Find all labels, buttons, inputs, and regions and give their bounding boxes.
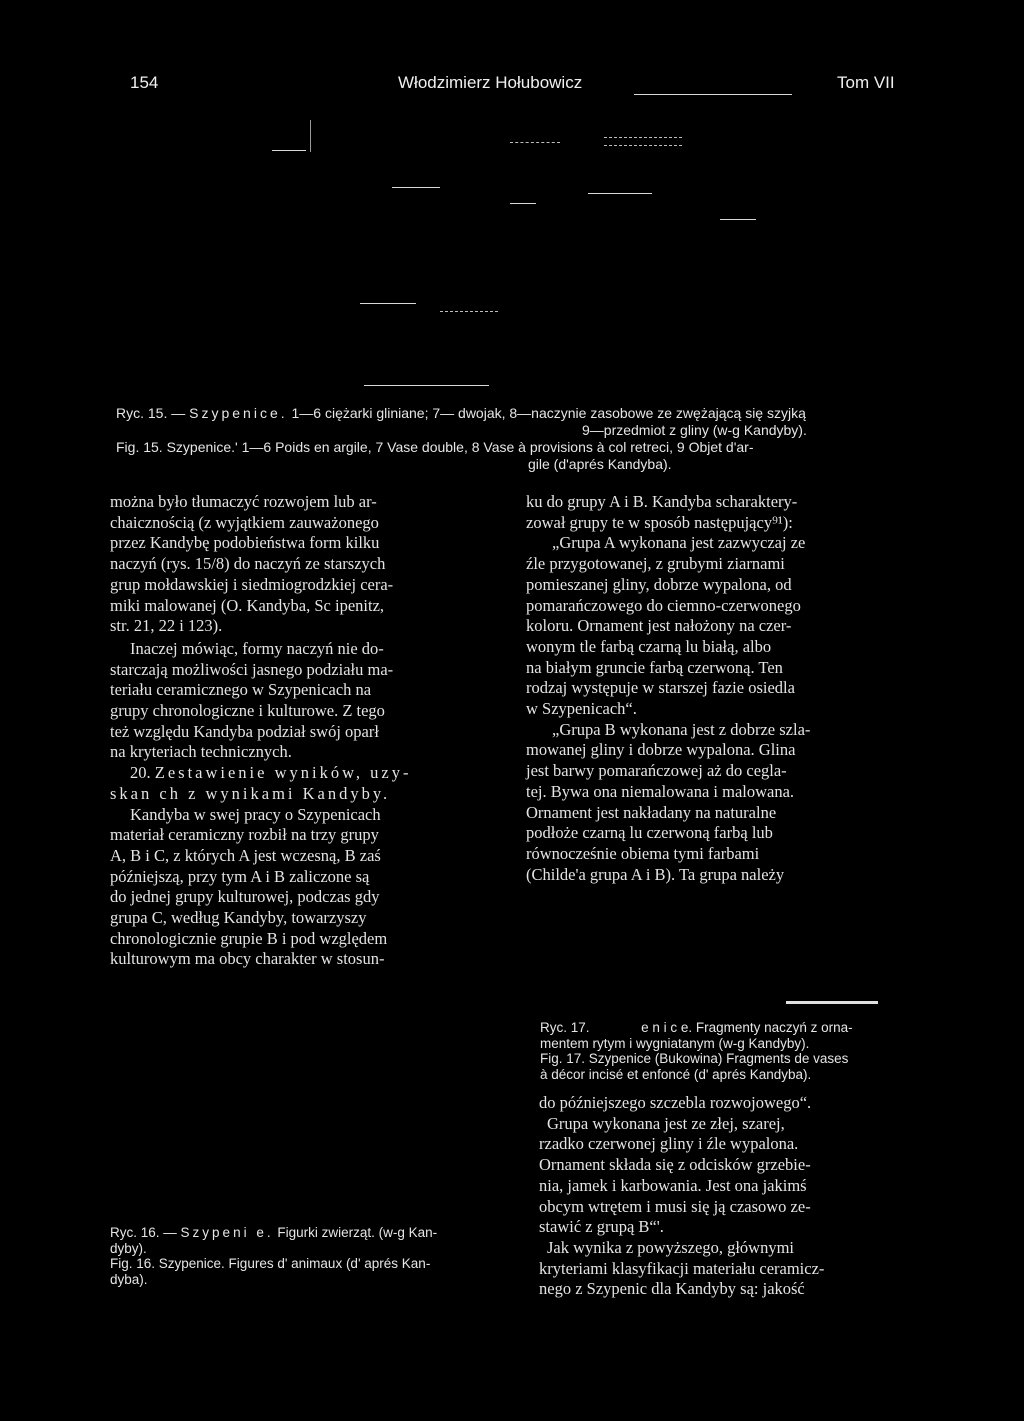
section-heading-20 xyxy=(110,763,508,804)
right-column-lower: do późniejszego szczebla rozwojowego“. Grupa wykonana jest ze złej, szarej, rzadko czerwonej gliny i źle wypalona. Ornament składa się z odcisków grzebie- nia, jamek i karbowania. Jest ona jakimś obcym wtrętem i musi się ją czasowo ze- stawić z grupą B“'. Jak wynika z powyższego, głównymi kryteriami klasyfikacji materiału ceramicz- nego z Szypenic dla Kandyby są: jakość xyxy=(539,1093,825,1299)
fig17-caption-fr-1: Fig. 17. Szypenice (Bukowina) Fragments de vases xyxy=(540,1051,849,1066)
right-para-3: „Grupa B wykonana jest z dobrze szla- mowanej gliny i dobrze wypalona. Glina jest barwy pomarańczowej aż do cegla- tej. Bywa ona niemalowana i malowana. Ornament jest nakładany na naturalne podłoże czarną lu czerwoną farbą lub równocześnie obiema tymi farbami (Childe'a grupa A i B). Ta grupa należy xyxy=(526,719,811,884)
fig16-caption-fr-1: Fig. 16. Szypenice. Figures d' animaux (d' aprés Kan- xyxy=(110,1256,431,1271)
figure-15-caption xyxy=(116,405,946,473)
figure-16-caption xyxy=(110,1225,512,1287)
fig15-caption-pl-1: 1—6 ciężarki gliniane; 7— dwojak, 8—naczynie zasobowe ze zwężającą się szyjką xyxy=(291,405,806,421)
fig16-label: Ryc. 16. — xyxy=(110,1225,177,1240)
left-para-2: Inaczej mówiąc, formy naczyń nie do- starczają możliwości jasnego podziału ma- teriału ceramicznego w Szypenicach na grupy chronologiczne i kulturowe. Z tego też względu Kandyba podział swój oparł na kryteriach technicznych. xyxy=(110,638,394,762)
running-volume: Tom VII xyxy=(837,73,895,92)
running-author: Włodzimierz Hołubowicz xyxy=(398,73,583,92)
left-para-3: Kandyba w swej pracy o Szypenicach materiał ceramiczny rozbił na trzy grupy A, B i C, z których A jest wczesną, B zaś późniejszą, przy tym A i B zaliczone są do jednej grupy kulturowej, podczas gdy grupa C, według Kandyby, towarzyszy chronologicznie grupie B i pod względem kulturowym ma obcy charakter w stosun- xyxy=(110,804,388,969)
fig17-place: e n i c e. xyxy=(641,1020,693,1035)
section-number: 20. xyxy=(130,763,151,783)
fig17-caption-pl-1: Fragmenty naczyń z orna- xyxy=(695,1020,853,1035)
right-column xyxy=(526,492,924,885)
header-rule xyxy=(634,94,792,95)
section-title-line-2: skan ch z wynikami Kandyby. xyxy=(110,783,391,803)
fig15-label: Ryc. 15. — xyxy=(116,405,186,421)
fig15-caption-fr-1: Fig. 15. Szypenice.' 1—6 Poids en argile, 7 Vase double, 8 Vase à provisions à col retreci, 9 Objet d'ar- xyxy=(116,439,754,455)
left-column xyxy=(110,492,508,970)
fig15-place: Szypenice. xyxy=(189,405,288,421)
section-title-line-1: Zestawienie wyników, uzy- xyxy=(154,763,412,783)
page-number: 154 xyxy=(130,73,159,92)
right-para-2: „Grupa A wykonana jest zazwyczaj ze źle przygotowanej, z grubymi ziarnami pomieszanej gliny, dobrze wypalona, od pomarańczowego do ciemno-czerwonego koloru. Ornament jest nałożony na czer- wonym tle farbą czarną lu białą, albo na białym gruncie farbą czerwoną. Ten rodzaj występuje w starszej fazie osiedla w Szypenicach“. xyxy=(526,533,806,719)
fig17-label: Ryc. 17. xyxy=(540,1020,590,1035)
fig16-caption-fr-2: dyba). xyxy=(110,1271,148,1287)
fig16-place: Szypeni e. xyxy=(180,1225,274,1240)
fig17-caption-fr-2: à décor incisé et enfoncé (d' aprés Kandyba). xyxy=(540,1066,812,1082)
fig16-caption-pl-2: dyby). xyxy=(110,1240,147,1256)
figure-17-caption xyxy=(540,1020,930,1082)
fig16-caption-pl-1: Figurki zwierząt. (w-g Kan- xyxy=(277,1225,438,1240)
fig17-caption-pl-2: mentem rytym i wygniatanym (w-g Kandyby). xyxy=(540,1035,810,1051)
fig15-caption-pl-2: 9—przedmiot z gliny (w-g Kandyby). xyxy=(582,422,807,438)
fig15-caption-fr-2: gile (d'aprés Kandyba). xyxy=(528,456,672,472)
right-para-1: ku do grupy A i B. Kandyba scharaktery- zował grupy te w sposób następujący⁹¹): xyxy=(526,492,798,532)
figure-17-image xyxy=(786,1001,878,1004)
left-para-1: można było tłumaczyć rozwojem lub ar- chaicznością (z wyjątkiem zauważonego przez Kandybę podobieństwa form kilku naczyń (rys. 15/8) do naczyń ze starszych grup mołdawskiej i siedmiogrodzkiej cera- miki malowanej (O. Kandyba, Sc ipenitz, str. 21, 22 i 123). xyxy=(110,492,394,636)
